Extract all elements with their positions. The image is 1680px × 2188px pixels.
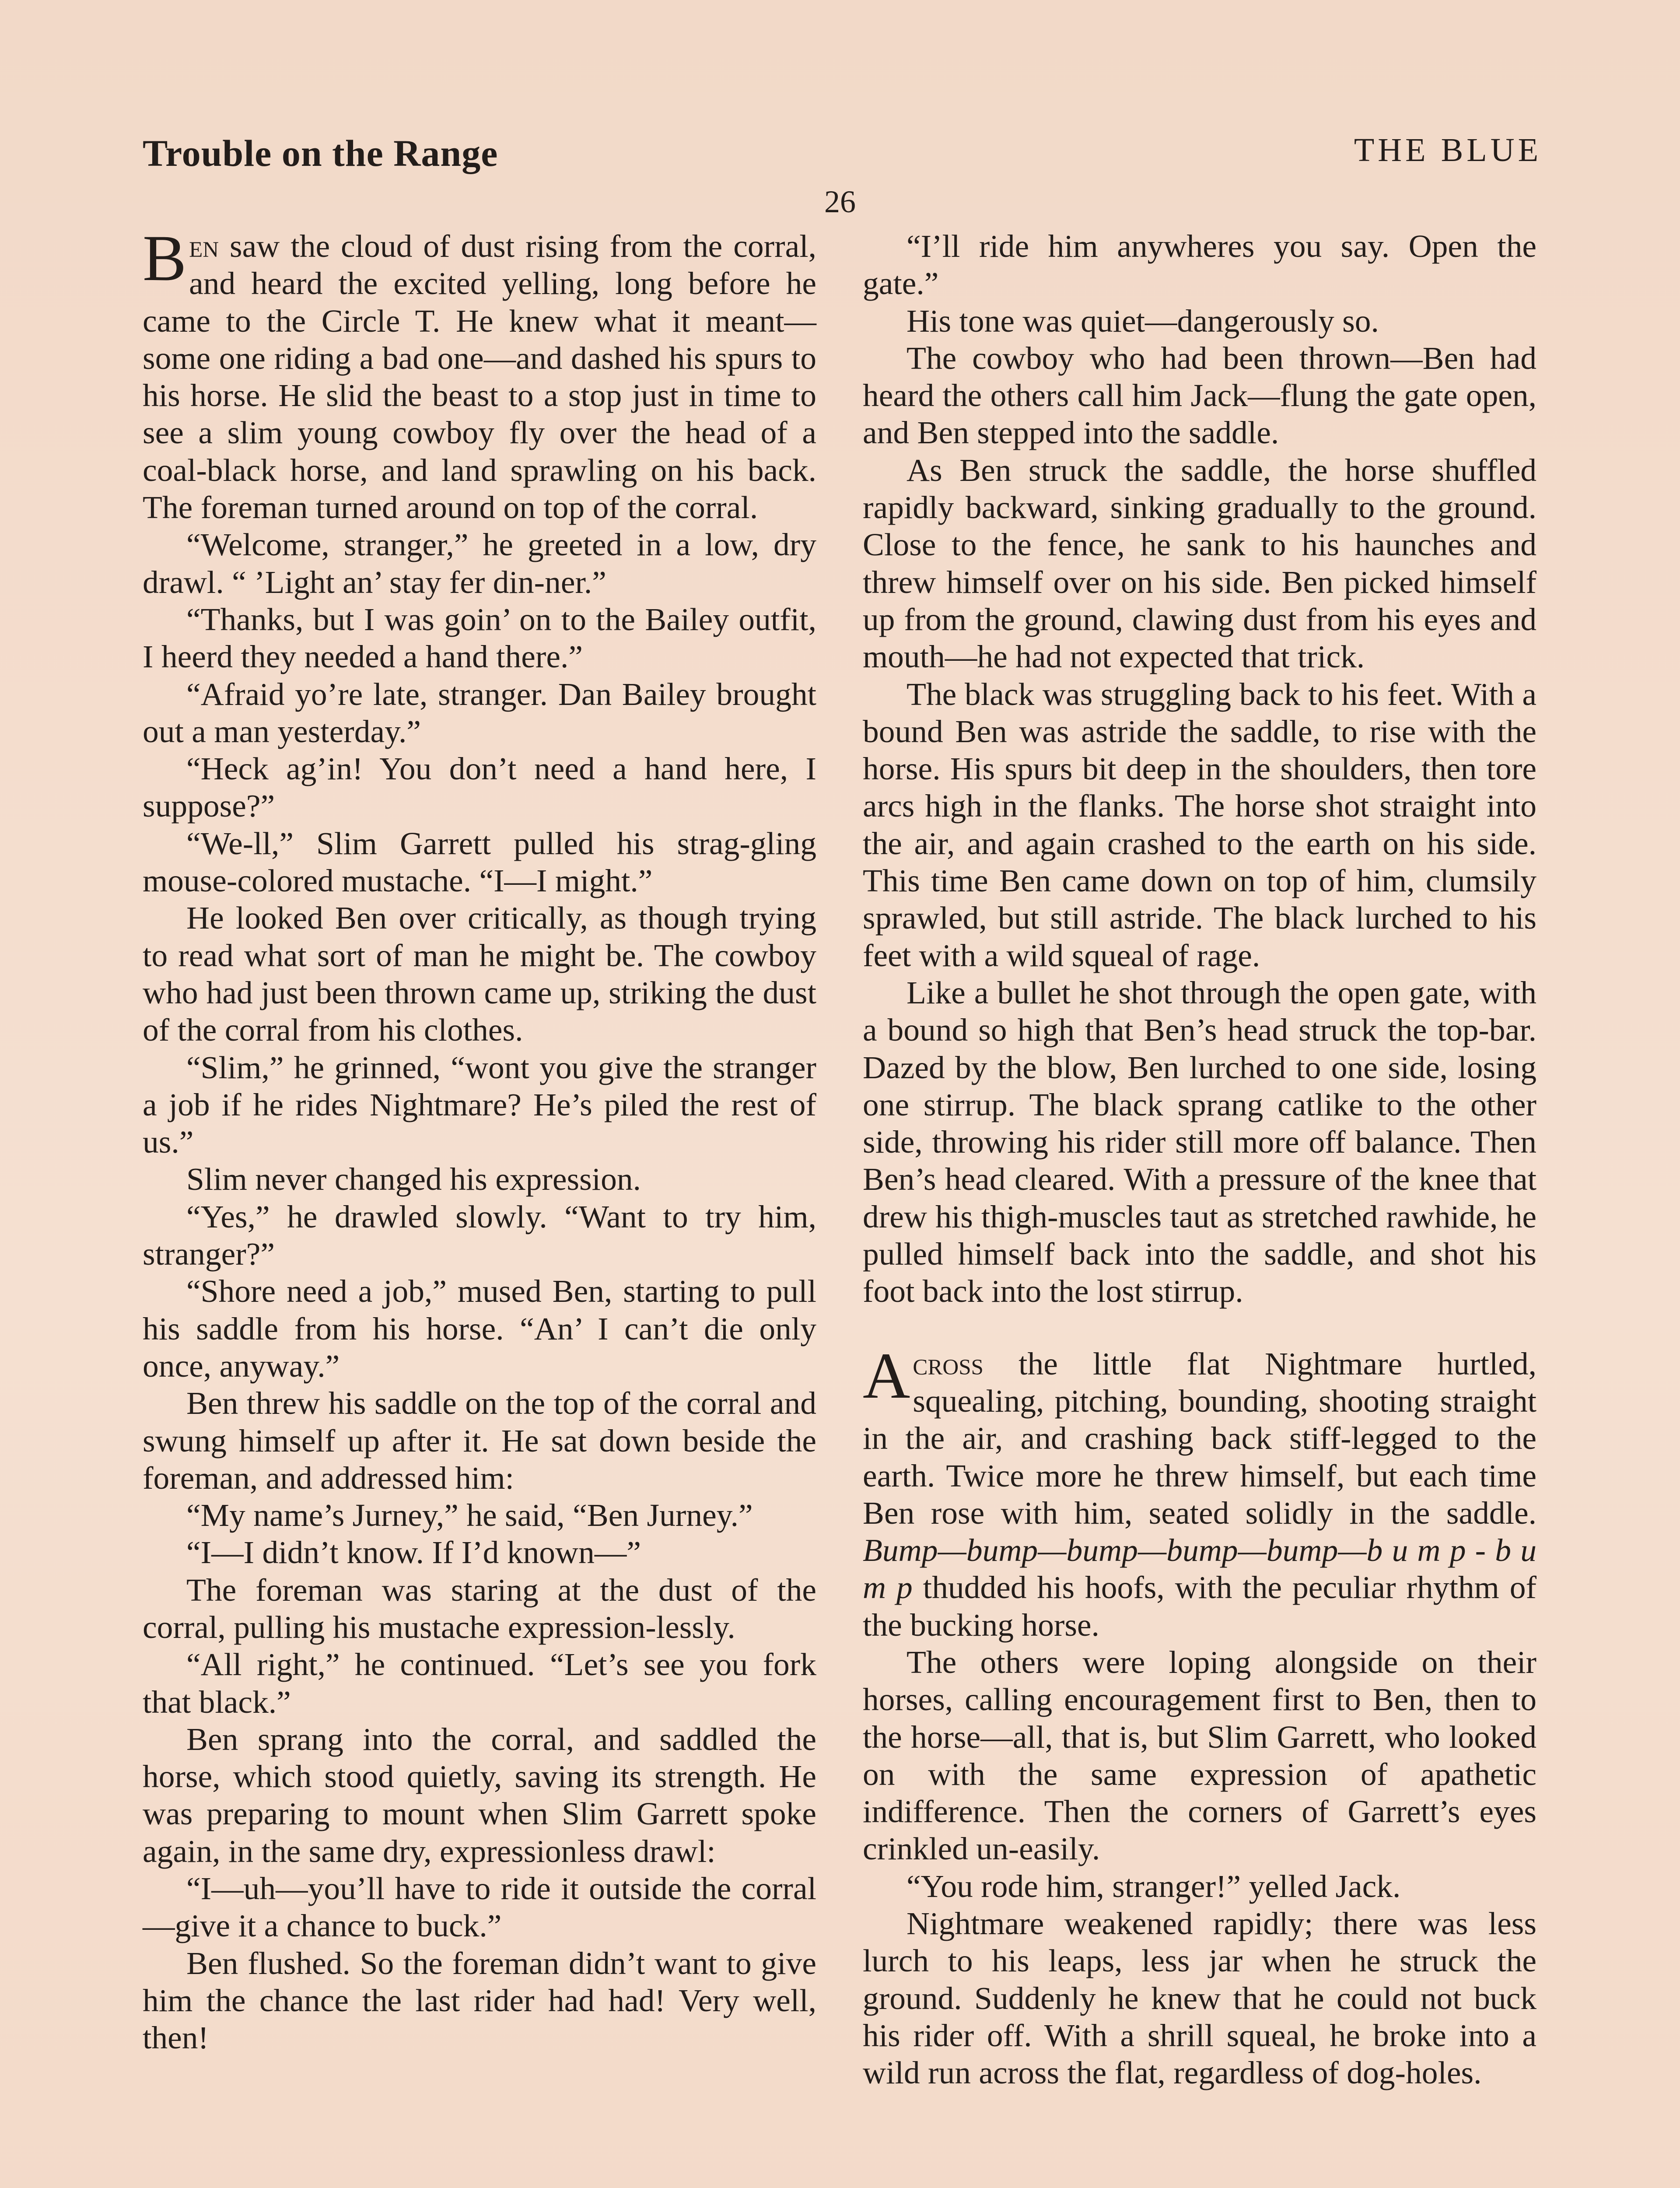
drop-cap: B [143,222,187,295]
hoofbeat-italic-text: Bump—bump—bump—bump—bump—b u m p - b u m p [863,1532,1536,1606]
paragraph: “I—I didn’t know. If I’d known—” [186,1535,641,1571]
paragraph: “All right,” he continued. “Let’s see you fork that black.” [143,1647,816,1720]
paragraph: His tone was quiet—dangerously so. [906,303,1379,339]
story-title: Trouble on the Range [143,132,498,174]
opening-paragraph [143,222,816,526]
paragraph: Ben sprang into the corral, and saddled the horse, which stood quietly, saving its strength. He was preparing to mount when Slim Garrett spoke again, in the same dry, expressionless drawl: [143,1721,816,1869]
section-text: the little flat Nightmare hurtled, squealing, pitching, bounding, shooting straight in the air, and crashing back stiff-legged to the earth. Twice more he threw himself, but each time Ben rose with him, seated solidly in the saddle. [863,1346,1536,1531]
paragraph: The foreman was staring at the dust of the corral, pulling his mustache expression-lessly. [143,1572,816,1645]
paragraph: “Shore need a job,” mused Ben, starting to pull his saddle from his horse. “An’ I can’t die only once, anyway.” [143,1273,816,1384]
section-small-caps: cross [913,1346,984,1382]
opening-text: saw the cloud of dust rising from the corral, and heard the excited yelling, long before he came to the Circle T. He knew what it meant—some one riding a bad one—and dashed his spurs to his horse. He slid the beast to a stop just in time to see a slim young cowboy fly over the head of a coal-black horse, and land sprawling on his back. The foreman turned around on top of the corral. [143,228,816,526]
paragraph: “I—uh—you’ll have to ride it outside the corral—give it a chance to buck.” [143,1871,816,1944]
paragraph: The others were loping alongside on their horses, calling encouragement first to Ben, then to the horse—all, that is, but Slim Garrett, who looked on with the same expression of apathetic indifference. Then the corners of Garrett’s eyes crinkled un-easily. [863,1644,1536,1867]
paragraph: “Heck ag’in! You don’t need a hand here, I suppose?” [143,751,816,824]
paragraph: “Thanks, but I was goin’ on to the Bailey outfit, I heerd they needed a hand there.” [143,601,816,675]
left-column [143,222,816,2057]
section-text-end: thudded his hoofs, with the peculiar rhythm of the bucking horse. [863,1570,1536,1643]
paragraph: “Afraid yo’re late, stranger. Dan Bailey brought out a man yesterday.” [143,676,816,749]
paragraph: As Ben struck the saddle, the horse shuffled rapidly backward, sinking gradually to the ground. Close to the fence, he sank to his haunches and threw himself over on his side. Ben picked himself up from the ground, clawing dust from his eyes and mouth—he had not expected that trick. [863,452,1536,675]
paragraph: “I’ll ride him anywheres you say. Open the gate.” [863,228,1536,302]
opening-small-caps: en [189,228,219,264]
paragraph: He looked Ben over critically, as though trying to read what sort of man he might be. The cowboy who had just been thrown came up, striking the dust of the corral from his clothes. [143,900,816,1048]
right-column [863,228,1536,2092]
paragraph: “You rode him, stranger!” yelled Jack. [906,1868,1401,1904]
paragraph: “Welcome, stranger,” he greeted in a low, dry drawl. “ ’Light an’ stay fer din-ner.” [143,527,816,600]
paragraph: The cowboy who had been thrown—Ben had heard the others call him Jack—flung the gate open, and Ben stepped into the saddle. [863,340,1536,451]
paragraph: Ben threw his saddle on the top of the corral and swung himself up after it. He sat down beside the foreman, and addressed him: [143,1385,816,1496]
paragraph: “Yes,” he drawled slowly. “Want to try him, stranger?” [143,1199,816,1272]
paragraph: Ben flushed. So the foreman didn’t want to give him the chance the last rider had had! Very well, then! [143,1945,816,2056]
paragraph: Slim never changed his expression. [186,1161,641,1197]
magazine-name: THE BLUE [1354,132,1542,168]
paragraph: Like a bullet he shot through the open gate, with a bound so high that Ben’s head struck the top-bar. Dazed by the blow, Ben lurched to one side, losing one stirrup. The black sprang catlike to the other side, throwing his rider still more off balance. Then Ben’s head cleared. With a pressure of the knee that drew his thigh-muscles taut as stretched rawhide, he pulled himself back into the saddle, and shot his foot back into the lost stirrup. [863,975,1536,1309]
page-number: 26 [824,184,856,219]
paragraph: “Slim,” he grinned, “wont you give the stranger a job if he rides Nightmare? He’s piled the rest of us.” [143,1049,816,1160]
paragraph: Nightmare weakened rapidly; there was less lurch to his leaps, less jar when he struck the ground. Suddenly he knew that he could not buck his rider off. With a shrill squeal, he broke into a wild run across the flat, regardless of dog-holes. [863,1906,1536,2091]
paragraph: “My name’s Jurney,” he said, “Ben Jurney.” [186,1497,753,1533]
section-opening-paragraph [863,1339,1536,1644]
drop-cap: A [863,1339,910,1412]
paragraph: “We-ll,” Slim Garrett pulled his strag-gling mouse-colored mustache. “I—I might.” [143,825,816,899]
paragraph: The black was struggling back to his feet. With a bound Ben was astride the saddle, to rise with the horse. His spurs bit deep in the shoulders, then tore arcs high in the flanks. The horse shot straight into the air, and again crashed to the earth on his side. This time Ben came down on top of him, clumsily sprawled, but still astride. The black lurched to his feet with a wild squeal of rage. [863,676,1536,973]
